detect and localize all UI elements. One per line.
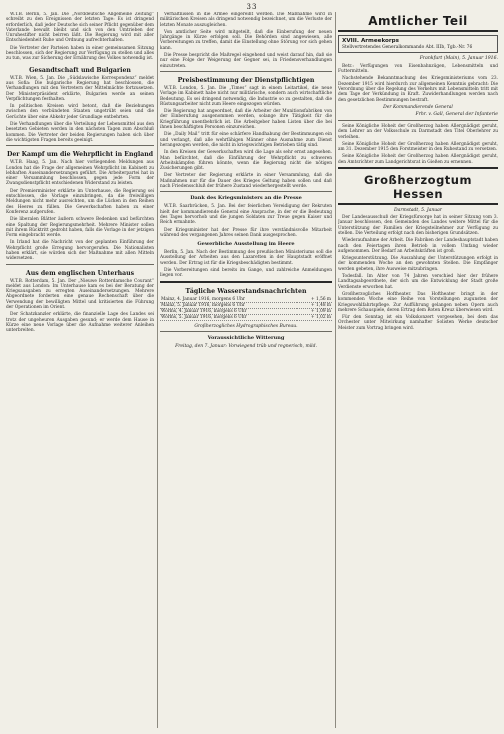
- article-heading: Dank des Kriegsministers an die Presse: [190, 195, 302, 202]
- table-cell: Worms, 5. Januar 1916, morgens 6 Uhr: [160, 314, 297, 320]
- article-paragraph: W.T.B. Rotterdam, 5. Jan. Der „Nieuwe Rotterdamsche Courant“ meldet aus London: Im Unterhause kam es bei der Beratung der Kriegsausgaben zu erregten Auseinandersetzungen. Mehrere Abgeordnete forderten eine genaue Rechenschaft über die Verwendung der bewilligten Mittel und kritisierten die Führung der Operationen im Orient.: [6, 278, 154, 311]
- article-paragraph: Für den Sonntag ist ein Volkskonzert vorgesehen, bei dem das Orchester unter Mitwirkung namhafter Solisten Werke deutscher Meister zum Vortrag bringen wird.: [338, 315, 498, 331]
- page-number: 33: [246, 3, 258, 11]
- article-paragraph: W.T.B. Saarbrücken, 5. Jan. Bei der feierlichen Vereidigung der Rekruten hielt der kommandierende General eine Ansprache, in der er die Bedeutung des Tages hervorhob und die jungen Soldaten zur Treue gegen Kaiser und Reich ermahnte.: [160, 204, 332, 226]
- article-paragraph: W.T.B. Haag, 5. Jan. Nach hier vorliegenden Meldungen aus London hat die Frage der allgemeinen Wehrpflicht im Kabinett zu lebhaften Auseinandersetzungen geführt. Die Arbeiterpartei hat in einer Versammlung beschlossen, gegen jede Form der Zwangsdienstpflicht entschiedenen Widerstand zu leisten.: [6, 160, 154, 187]
- section-divider: [160, 191, 332, 192]
- article-paragraph: Berlin, 5. Jan. Nach der Bestimmung des preußischen Ministeriums soll die Ausstellung der Arbeiten aus den Lazaretten in der Hauptstadt eröffnet werden. Der Ertrag ist für die Kriegsbeschädigten bestimmt.: [160, 250, 332, 266]
- section-divider: [6, 145, 154, 146]
- article-paragraph: W.T.B. London, 5. Jan. Die „Times“ sagt in einem Leitartikel, die neue Vorlage im Kabinett habe nicht nur militärische, sondern auch wirtschaftliche Bedeutung. Es sei dringend notwendig, die Industrie so zu gestalten, daß die Rüstungsarbeiter nicht zum Heere eingezogen würden.: [160, 85, 332, 107]
- article-paragraph: Die Vertreter der Parteien haben in einer gemeinsamen Sitzung beschlossen, sich der Regierung zur Verfügung zu stellen und alles zu tun, was zur Sicherung der Ernährung des Volkes notwendig ist.: [6, 45, 154, 62]
- notice-paragraph: Betr.: Verfügungen von Eisenbahnzügen, Lebensmitteln und Futtermitteln.: [338, 63, 498, 75]
- article-paragraph: Der Kriegsminister hat der Presse für ihre verständnisvolle Mitarbeit während des vergangenen Jahres seinen Dank ausgesprochen.: [160, 227, 332, 238]
- water-levels-table: [160, 297, 332, 321]
- article-paragraph: W.T.B. Wien, 5. Jan. Die „Südslawische Korrespondenz“ meldet aus Sofia: Die bulgarische Regierung hat beschlossen, die Verhandlungen mit den Vertretern der Mittelmächte fortzusetzen. Der Ministerpräsident erklärte, Bulgarien werde an seinen Verpflichtungen festhalten.: [6, 75, 154, 102]
- section-divider: [338, 203, 498, 205]
- table-row: [160, 314, 332, 320]
- notice-subheading: Stellvertretendes Generalkommando Abt. IIIb, Tgb.-Nr. 76: [342, 44, 473, 50]
- article-paragraph: Todesfall. Im Alter von 74 Jahren verschied hier der frühere Landtagsabgeordnete, der sich um die Entwicklung der Stadt große Verdienste erworben hat.: [338, 274, 498, 290]
- table-cell: + 1,02 m: [297, 314, 332, 320]
- water-levels-heading: Tägliche Wasserstandsnachrichten: [185, 287, 307, 295]
- notice-paragraph: Seine Königliche Hoheit der Großherzog haben Allergnädigst geruht, den Amtsrichter zum Landgerichtsrat in Gießen zu ernennen.: [338, 154, 498, 165]
- article-paragraph: Verhältnissen in die Armee eingereiht werden. Die Maßnahme wird in militärischen Kreisen als dringend notwendig bezeichnet, um die Verluste der letzten Monate auszugleichen.: [160, 12, 332, 28]
- article-paragraph: Von amtlicher Seite wird mitgeteilt, daß die Einberufung der neuen Jahrgänge in Kürze erfolgen soll. Die Behörden sind angewiesen, alle Vorbereitungen zu treffen, damit die Einstellung ohne Störung vor sich gehen kann.: [160, 29, 332, 51]
- article-paragraph: In den Kreisen der Gewerkschaften wird die Lage als sehr ernst angesehen. Man befürchtet, daß die Einführung der Wehrpflicht zu schweren Arbeitskämpfen führen könnte, wenn die Regierung nicht die nötigen Zusicherungen gibt.: [160, 150, 332, 172]
- table-cell: + 1,56 m: [297, 297, 332, 303]
- column-middle: [160, 12, 332, 728]
- article-heading: Der Kampf um die Wehrpflicht in England: [6, 151, 154, 159]
- article-heading: Aus dem englischen Unterhaus: [25, 269, 135, 277]
- table-cell: + 1,09 m: [297, 308, 332, 314]
- table-cell: Worms, 4. Januar 1916, morgens 6 Uhr: [160, 308, 297, 314]
- article-paragraph: Der Premierminister erklärte im Unterhause, die Regierung sei entschlossen, die Vorlage einzubringen, da die freiwilligen Meldungen nicht mehr ausreichten, um die Lücken in den Reihen des Heeres zu füllen. Die Gewerkschaften haben zu einer Konferenz aufgerufen.: [6, 188, 154, 215]
- weather-forecast: Freitag, den 7. Januar: Vorwiegend trüb und regnerisch, mild.: [175, 343, 317, 349]
- article-paragraph: Der Landesausschuß der Kriegsfürsorge hat in seiner Sitzung vom 3. Januar beschlossen, den Gemeinden des Landes weitere Mittel für die Unterstützung der Familien der Kriegsteilnehmer zur Verfügung zu stellen. Die Verteilung erfolgt nach den bisherigen Grundsätzen.: [338, 215, 498, 236]
- officer-signature: Frhr. v. Gall, General der Infanterie: [415, 111, 498, 117]
- article-paragraph: Wiederaufnahme der Arbeit. Die Fabriken der Landeshauptstadt haben nach den Feiertagen ihren Betrieb in vollem Umfang wieder aufgenommen. Der Bedarf an Arbeitskräften ist groß.: [338, 238, 498, 254]
- article-paragraph: Die Vorbereitungen sind bereits im Gange, und zahlreiche Anmeldungen liegen vor.: [160, 267, 332, 279]
- article-paragraph: Der Vertreter der Regierung erklärte in einer Versammlung, daß die Maßnahmen nur für die Dauer des Krieges Geltung haben sollen und daß nach Friedensschluß der frühere Zustand wiederhergestellt werde.: [160, 173, 332, 190]
- section-divider: [338, 167, 498, 169]
- article-paragraph: Die Regierung hat angeordnet, daß die Arbeiter der Munitionsfabriken von der Einberufung ausgenommen werden, solange ihre Tätigkeit für die Kriegführung unentbehrlich ist. Die Arbeitgeber haben Listen über die bei ihnen beschäftigten Personen einzureichen.: [160, 109, 332, 131]
- article-paragraph: Großherzogliches Hoftheater. Das Hoftheater bringt in der kommenden Woche eine Reihe von Vorstellungen zugunsten der Kriegswohlfahrtspflege. Zur Aufführung gelangen neben Opern auch mehrere Schauspiele, deren Ertrag dem Roten Kreuz überwiesen wird.: [338, 291, 498, 313]
- article-heading: Preisbestimmung der Dienstpflichtigen: [177, 76, 315, 84]
- article-paragraph: W.T.B. Berlin, 5. Jan. Die „Norddeutsche Allgemeine Zeitung“ schreibt zu den Ereignissen der letzten Tage: Es ist dringend erforderlich, daß jeder Deutsche sich seiner Pflicht gegenüber dem Vaterlande bewußt bleibt und sich von den Umtrieben der Unruhestifter nicht beirren läßt. Die Regierung wird mit aller Entschiedenheit Ruhe und Ordnung aufrechterhalten.: [6, 12, 154, 44]
- officer-title: Der Kommandierende General: [383, 104, 453, 110]
- article-paragraph: Kriegsunterstützung. Die Auszahlung der Unterstützungen erfolgt in der kommenden Woche an den gewohnten Stellen. Die Empfänger werden gebeten, ihre Ausweise mitzubringen.: [338, 256, 498, 272]
- article-paragraph: In Irland hat die Nachricht von der geplanten Einführung der Wehrpflicht große Erregung hervorgerufen. Die Nationalisten haben erklärt, sie würden sich der Maßnahme mit allen Mitteln widersetzen.: [6, 240, 154, 262]
- article-paragraph: Der Schatzkanzler erklärte, die finanzielle Lage des Landes sei trotz der ungeheuren Ausgaben gesund; er werde dem Hause in Kürze eine neue Vorlage über die Aufnahme weiterer Anleihen unterbreiten.: [6, 312, 154, 334]
- section-divider: [6, 264, 154, 265]
- official-section-title: Amtlicher Teil: [368, 14, 468, 28]
- section-divider: [160, 71, 332, 72]
- water-levels-source: Großherzogliches Hydrographisches Bureau.: [194, 323, 298, 329]
- notice-paragraph: Seine Königliche Hoheit der Großherzog haben Allergnädigst geruht, dem Lehrer an der Volksschule zu Darmstadt den Titel Oberlehrer zu verleihen.: [338, 123, 498, 140]
- article-paragraph: Die „Daily Mail“ tritt für eine schärfere Handhabung der Bestimmungen ein und verlangt, daß alle wehrfähigen Männer ohne Ausnahme zum Dienst herangezogen werden, die nicht in kriegswichtigen Betrieben tätig sind.: [160, 132, 332, 148]
- weather-heading: Voraussichtliche Witterung: [207, 334, 285, 341]
- article-paragraph: In politischen Kreisen wird betont, daß die Beziehungen zwischen den verbündeten Staaten ungetrübt seien und die Gerüchte über eine Abkehr jeder Grundlage entbehrten.: [6, 104, 154, 120]
- notice-paragraph: Nachstehende Bekanntmachung des Kriegsministeriums vom 23. Dezember 1915 wird hierdurch zur allgemeinen Kenntnis gebracht: Die Verordnung über die Regelung des Verkehrs mit Lebensmitteln tritt mit dem Tage der Verkündung in Kraft. Zuwiderhandlungen werden nach den gesetzlichen Bestimmungen bestraft.: [338, 76, 498, 103]
- section-divider: [338, 120, 498, 121]
- table-cell: Mainz, 5. Januar 1916, morgens 6 Uhr: [160, 302, 297, 308]
- article-paragraph: Die Presse bespricht die Maßregel eingehend und weist darauf hin, daß sie nur eine Folge der Weigerung der Gegner sei, in Friedensverhandlungen einzutreten.: [160, 53, 332, 69]
- article-heading: Gesandtschaft und Bulgarien: [29, 66, 131, 74]
- column-divider: [335, 12, 336, 728]
- article-paragraph: Die liberalen Blätter äußern schwere Bedenken und befürchten eine Spaltung der Regierungsmehrheit. Mehrere Minister sollen mit ihrem Rücktritt gedroht haben, falls die Vorlage in der jetzigen Form eingebracht werde.: [6, 217, 154, 239]
- section-divider: [338, 30, 498, 32]
- notice-paragraph: Seine Königliche Hoheit der Großherzog haben Allergnädigst geruht, am 31. Dezember 1915 den Forstmeister in den Ruhestand zu versetzen.: [338, 141, 498, 153]
- column-divider: [157, 12, 158, 728]
- notice-date: Frankfurt (Main), 5. Januar 1916.: [419, 55, 498, 61]
- column-left: [6, 12, 154, 728]
- column-right: [338, 12, 498, 728]
- official-notice-box: [338, 35, 498, 53]
- state-section-title: Großherzogtum Hessen: [364, 173, 472, 202]
- state-dateline: Darmstadt, 5. Januar: [394, 208, 442, 214]
- section-divider: [160, 281, 332, 283]
- article-paragraph: Die Verhandlungen über die Verteilung der Lebensmittel aus den besetzten Gebieten werden in den nächsten Tagen zum Abschluß kommen. Die Vertreter der beiden Regierungen haben sich über die wichtigsten Fragen bereits geeinigt.: [6, 122, 154, 143]
- notice-heading: XVIII. Armeekorps: [342, 38, 399, 44]
- table-cell: + 1,48 m: [297, 302, 332, 308]
- table-cell: Mainz, 4. Januar 1916, morgens 6 Uhr: [160, 297, 297, 303]
- section-divider: [160, 331, 332, 332]
- article-heading: Gewerbliche Ausstellung im Heere: [197, 241, 295, 248]
